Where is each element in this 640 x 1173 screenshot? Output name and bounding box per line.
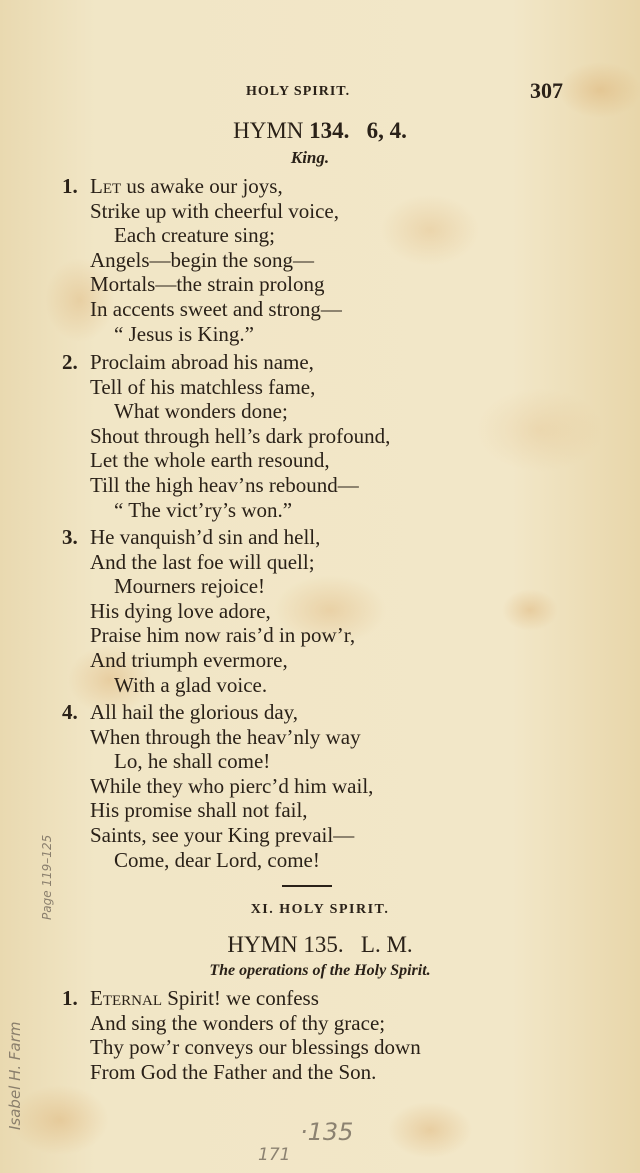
verse-line: “ Jesus is King.” [114,321,254,346]
verse-line: What wonders done; [114,399,288,424]
verse-line: 2. Proclaim abroad his name, [62,350,314,374]
verse-line: And triumph evermore, [90,647,288,672]
stanza-number: 1. [62,174,78,198]
verse-line: With a glad voice. [114,672,268,697]
verse-line: And the last foe will quell; [90,549,315,574]
stanza-number: 2. [62,350,78,374]
verse-line: Till the high heav’ns rebound— [90,472,359,497]
drop-word: Let [90,174,122,198]
stanza-2 [62,350,390,522]
verse-line: Let the whole earth resound, [90,448,330,473]
verse-line: From God the Father and the Son. [90,1059,377,1084]
stanza-number: 4. [62,700,78,724]
hymn-number: 134. [309,118,350,143]
verse-line: Each creature sing; [114,223,275,248]
pencil-note-171: 171 [258,1145,291,1165]
pencil-margin-note: Isabel H. Farm [6,1021,24,1130]
pencil-note-135: ·135 [300,1118,354,1146]
stanza-3 [62,525,355,697]
verse-line: Lo, he shall come! [114,749,271,774]
verse-line: And sing the wonders of thy grace; [90,1010,386,1035]
verse-line: In accents sweet and strong— [90,296,342,321]
verse-line: His dying love adore, [90,598,271,623]
drop-word: Eternal [90,986,162,1010]
verse-line: Shout through hell’s dark profound, [90,423,391,448]
section-heading: XI. HOLY SPIRIT. [250,902,390,917]
verse-line: Saints, see your King prevail— [90,822,355,847]
verse-line: While they who pierc’d him wail, [90,773,374,798]
section-divider [282,885,332,887]
verse-line: Come, dear Lord, come! [114,847,320,872]
verse-line: Praise him now rais’d in pow’r, [90,623,356,648]
verse-line: 1. Eternal Spirit! we confess [62,986,319,1010]
verse-line: Strike up with cheerful voice, [90,198,340,223]
verse-line: “ The vict’ry’s won.” [114,497,293,522]
hymn-title-word: HYMN [233,118,304,143]
verse-line: 1. Let us awake our joys, [62,174,283,198]
hymn-title-word: HYMN [227,932,298,957]
hymn-meter: L. M. [360,932,413,957]
verse-line: Angels—begin the song— [90,247,314,272]
page-number: 307 [530,78,563,103]
hymn-number: 135. [303,932,344,957]
verse-line: Tell of his matchless fame, [90,374,316,399]
hymn-meter: 6, 4. [366,118,407,143]
hymn-134-tune: King. [290,148,330,167]
verse-line: Mourners rejoice! [114,574,266,599]
verse-line: His promise shall not fail, [90,798,308,823]
verse-line: 4. All hail the glorious day, [62,700,299,724]
verse-line: Mortals—the strain prolong [90,272,325,297]
verse-line: When through the heav’nly way [90,724,361,749]
hymn-135-subtitle: The operations of the Holy Spirit. [209,962,431,979]
hymn-135-title [0,932,640,958]
stanza-number: 1. [62,986,78,1010]
stanza-1 [62,174,342,346]
pencil-margin-note-2: Page 119–125 [40,834,54,920]
stanza-number: 3. [62,525,78,549]
running-head: HOLY SPIRIT. [246,84,351,99]
verse-line: Thy pow’r conveys our blessings down [90,1035,421,1060]
verse-line: 3. He vanquish’d sin and hell, [62,525,321,549]
hymn-134-title [0,118,640,144]
stanza-4 [62,700,373,872]
hymn-135-stanza-1 [62,986,421,1084]
